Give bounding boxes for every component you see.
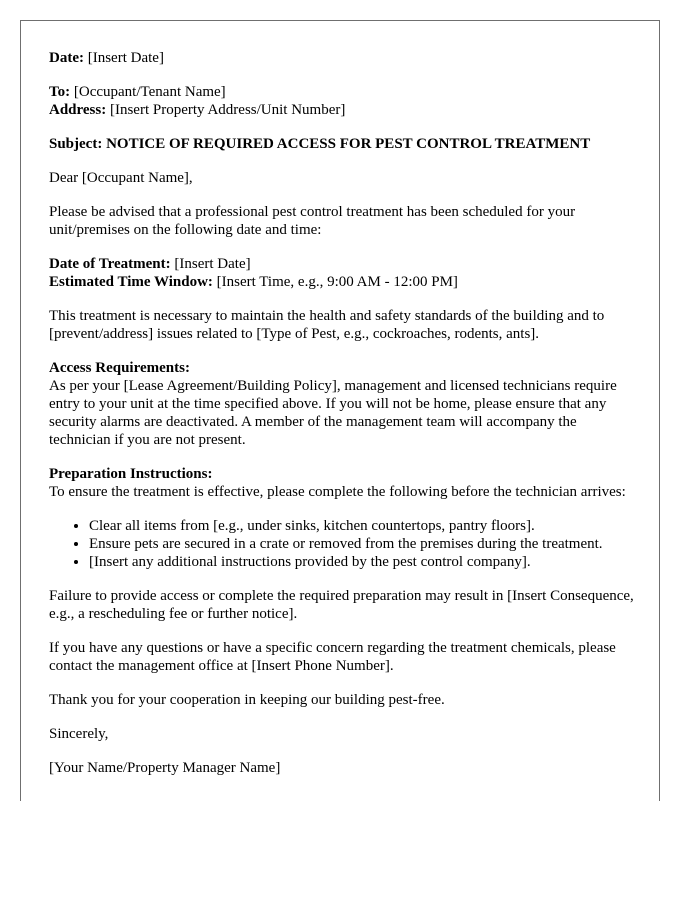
to-value: [Occupant/Tenant Name] xyxy=(73,84,226,100)
purpose-paragraph: This treatment is necessary to maintain the health and safety standards of the building and to [prevent/address] issues related to [Type of Pest, e.g., cockroaches, rodents, ants]. xyxy=(49,308,605,342)
date-label: Date: xyxy=(49,50,84,66)
list-item: • [Insert any additional instructions provided by the pest control company]. xyxy=(89,553,639,571)
date-value: [Insert Date] xyxy=(87,50,164,66)
closing: Sincerely, xyxy=(49,726,109,742)
date-line xyxy=(49,49,639,67)
address-line xyxy=(49,101,639,119)
treatment-date-value: [Insert Date] xyxy=(174,256,251,272)
preparation-heading xyxy=(49,465,639,483)
list-item: • Ensure pets are secured in a crate or removed from the premises during the treatment. xyxy=(89,535,639,553)
intro-paragraph: Please be advised that a professional pest control treatment has been scheduled for your unit/premises on the following date and time: xyxy=(49,204,576,238)
access-paragraph: As per your [Lease Agreement/Building Policy], management and licensed technicians require entry to your unit at the time specified above. If you will not be home, please ensure that any security alarms are deactivated. A member of the management team will accompany the technician if you are not present. xyxy=(49,378,617,448)
address-label: Address: xyxy=(49,102,107,118)
preparation-list xyxy=(49,517,639,571)
access-heading xyxy=(49,359,639,377)
to-label: To: xyxy=(49,84,71,100)
thanks-paragraph: Thank you for your cooperation in keeping our building pest-free. xyxy=(49,692,445,708)
preparation-heading-text: Preparation Instructions: xyxy=(49,466,213,482)
to-line xyxy=(49,83,639,101)
time-window-line xyxy=(49,273,639,291)
treatment-date-line xyxy=(49,255,639,273)
letter-body xyxy=(49,49,639,793)
subject-line xyxy=(49,135,639,153)
address-value: [Insert Property Address/Unit Number] xyxy=(109,102,346,118)
letter-page xyxy=(20,20,660,801)
signature: [Your Name/Property Manager Name] xyxy=(49,760,281,776)
time-window-value: [Insert Time, e.g., 9:00 AM - 12:00 PM] xyxy=(216,274,458,290)
failure-paragraph: Failure to provide access or complete the required preparation may result in [Insert Consequence, e.g., a rescheduling fee or further notice]. xyxy=(49,588,634,622)
treatment-date-label: Date of Treatment: xyxy=(49,256,171,272)
preparation-paragraph: To ensure the treatment is effective, please complete the following before the technician arrives: xyxy=(49,484,626,500)
greeting: Dear [Occupant Name], xyxy=(49,170,193,186)
time-window-label: Estimated Time Window: xyxy=(49,274,213,290)
subject-value: NOTICE OF REQUIRED ACCESS FOR PEST CONTROL TREATMENT xyxy=(106,136,591,152)
list-item: • Clear all items from [e.g., under sinks, kitchen countertops, pantry floors]. xyxy=(89,517,639,535)
subject-label: Subject: xyxy=(49,136,103,152)
access-heading-text: Access Requirements: xyxy=(49,360,190,376)
questions-paragraph: If you have any questions or have a specific concern regarding the treatment chemicals, please contact the management office at [Insert Phone Number]. xyxy=(49,640,616,674)
